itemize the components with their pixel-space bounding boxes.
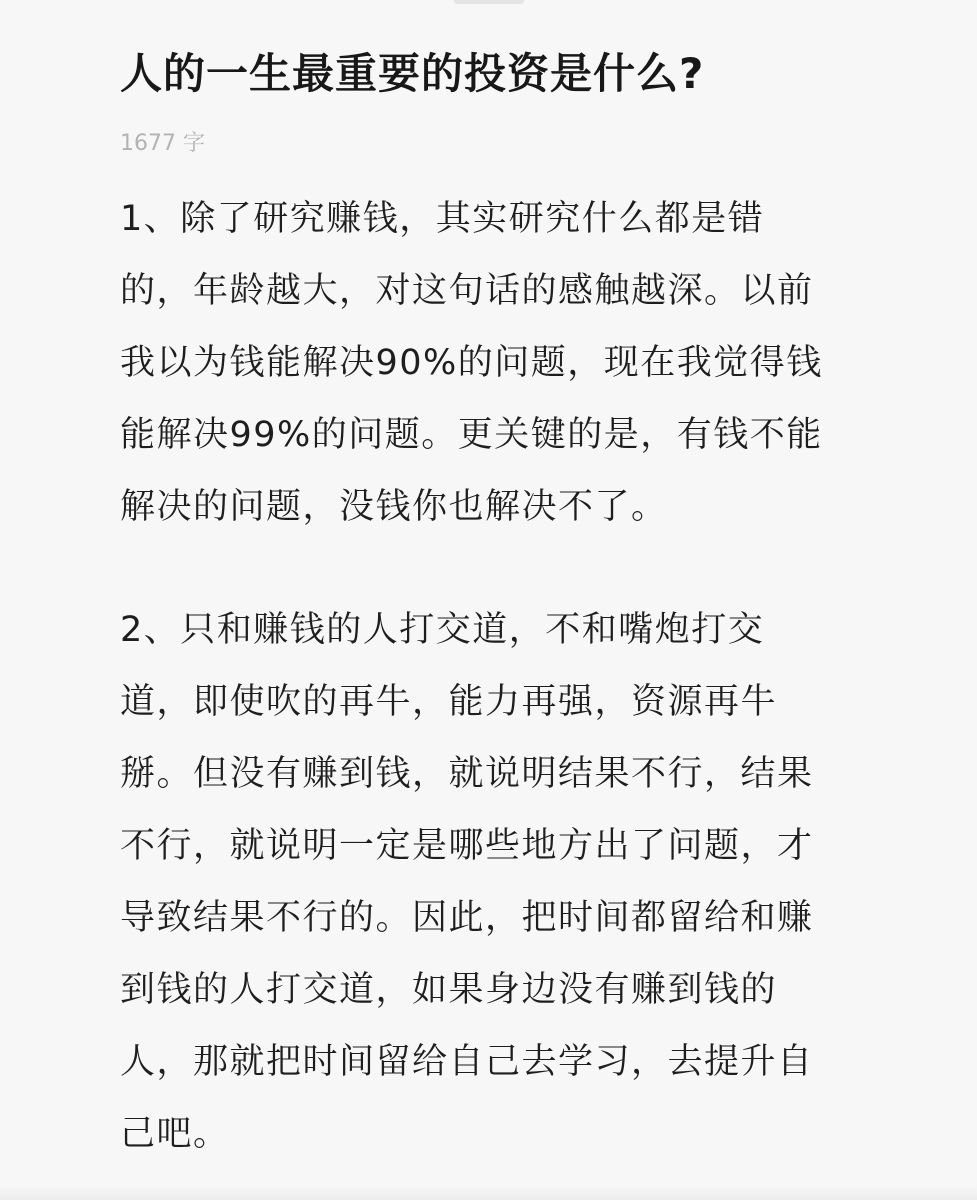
article-title: 人的一生最重要的投资是什么? bbox=[120, 49, 705, 98]
paragraph-line: 我以为钱能解决90%的问题，现在我觉得钱 bbox=[120, 343, 823, 383]
paragraph-line: 导致结果不行的。因此，把时间都留给和赚 bbox=[120, 898, 814, 938]
paragraph-line: 到钱的人打交道，如果身边没有赚到钱的 bbox=[120, 970, 778, 1010]
bottom-edge bbox=[0, 1186, 977, 1200]
paragraph-line: 的，年龄越大，对这句话的感触越深。以前 bbox=[120, 271, 814, 311]
paragraph-line: 不行，就说明一定是哪些地方出了问题，才 bbox=[120, 826, 814, 866]
word-count: 1677 字 bbox=[120, 131, 205, 156]
paragraph-line: 道，即使吹的再牛，能力再强，资源再牛 bbox=[120, 682, 778, 722]
paragraph-line: 2、只和赚钱的人打交道，不和嘴炮打交 bbox=[120, 610, 765, 650]
paragraph-line: 人，那就把时间留给自己去学习，去提升自 bbox=[120, 1042, 814, 1082]
paragraph-line: 己吧。 bbox=[120, 1114, 230, 1154]
drag-handle[interactable] bbox=[454, 0, 524, 4]
paragraph-line: 能解决99%的问题。更关键的是，有钱不能 bbox=[120, 415, 823, 455]
paragraph-line: 掰。但没有赚到钱，就说明结果不行，结果 bbox=[120, 754, 814, 794]
paragraph-line: 1、除了研究赚钱，其实研究什么都是错 bbox=[120, 199, 765, 239]
paragraph-2 bbox=[120, 594, 860, 1170]
paragraph-1 bbox=[120, 183, 860, 543]
paragraph-line: 解决的问题，没钱你也解决不了。 bbox=[120, 487, 668, 527]
